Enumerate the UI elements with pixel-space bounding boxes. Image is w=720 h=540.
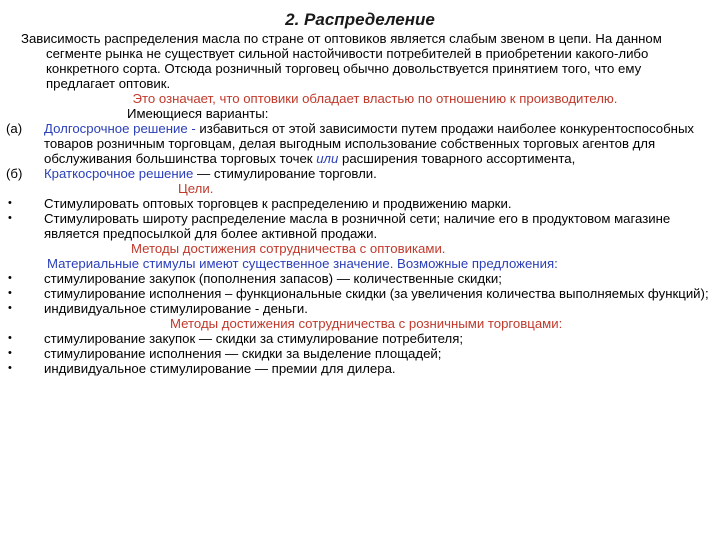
option-a-text: избавиться от этой зависимости путем продажи наиболее конкурентоспособных товаров розничным торговцам, делая выгодным использование собственных торговых агентов для обслуживания большинства торговых точек: [44, 121, 695, 166]
intro-paragraph: Зависимость распределения масла по стране от оптовиков является слабым звеном в цепи. На данном сегменте рынка не существует сильной настойчивости потребителей в приобретении какого-либо конкретного сорта. Отсюда розничный торговец обычно довольствуется принятием того, что ему предлагает оптовик.: [21, 31, 662, 91]
option-a-or: или: [316, 151, 339, 166]
slide-body: [0, 31, 720, 376]
retail-text: стимулирование исполнения — скидки за выделение площадей;: [44, 346, 442, 361]
variants-heading: Имеющиеся варианты:: [127, 106, 269, 121]
goals-heading: Цели.: [178, 181, 214, 196]
wholesale-item: [0, 271, 720, 286]
wholesale-text: стимулирование закупок (пополнения запасов) — количественные скидки;: [44, 271, 502, 286]
bullet-icon: •: [8, 197, 12, 209]
bullet-icon: •: [8, 347, 12, 359]
option-a-label: Долгосрочное решение -: [44, 121, 196, 136]
goal-item: [0, 211, 720, 241]
retail-item: [0, 331, 720, 346]
goal-text: Стимулировать широту распределение масла в розничной сети; наличие его в продуктовом магазине является предпосылкой для более активной продажи.: [44, 211, 671, 241]
methods-wholesale-heading: Методы достижения сотрудничества с оптовиками.: [131, 241, 446, 256]
wholesale-text: стимулирование исполнения – функциональные скидки (за увеличения количества выполняемых функций);: [44, 286, 709, 301]
option-b-text: — стимулирование торговли.: [193, 166, 377, 181]
material-note: Материальные стимулы имеют существенное значение. Возможные предложения:: [47, 256, 558, 271]
methods-retail-heading: Методы достижения сотрудничества с розничными торговцами:: [170, 316, 563, 331]
retail-item: [0, 346, 720, 361]
power-note: Это означает, что оптовики обладает властью по отношению к производителю.: [132, 91, 618, 106]
slide-title: 2. Распределение: [285, 10, 435, 29]
bullet-icon: •: [8, 302, 12, 314]
option-a: [0, 121, 720, 166]
option-b-marker: (б): [6, 166, 23, 181]
bullet-icon: •: [8, 287, 12, 299]
retail-item: [0, 361, 720, 376]
retail-text: индивидуальное стимулирование — премии для дилера.: [44, 361, 396, 376]
option-a-marker: (а): [6, 121, 23, 136]
bullet-icon: •: [8, 362, 12, 374]
wholesale-text: индивидуальное стимулирование - деньги.: [44, 301, 308, 316]
bullet-icon: •: [8, 212, 12, 224]
goal-item: [0, 196, 720, 211]
goal-text: Стимулировать оптовых торговцев к распределению и продвижению марки.: [44, 196, 512, 211]
option-b-label: Краткосрочное решение: [44, 166, 194, 181]
retail-text: стимулирование закупок — скидки за стимулирование потребителя;: [44, 331, 464, 346]
wholesale-item: [0, 286, 720, 301]
option-b: [0, 166, 720, 181]
bullet-icon: •: [8, 332, 12, 344]
option-a-text-end: расширения товарного ассортимента,: [338, 151, 576, 166]
wholesale-item: [0, 301, 720, 316]
bullet-icon: •: [8, 272, 12, 284]
